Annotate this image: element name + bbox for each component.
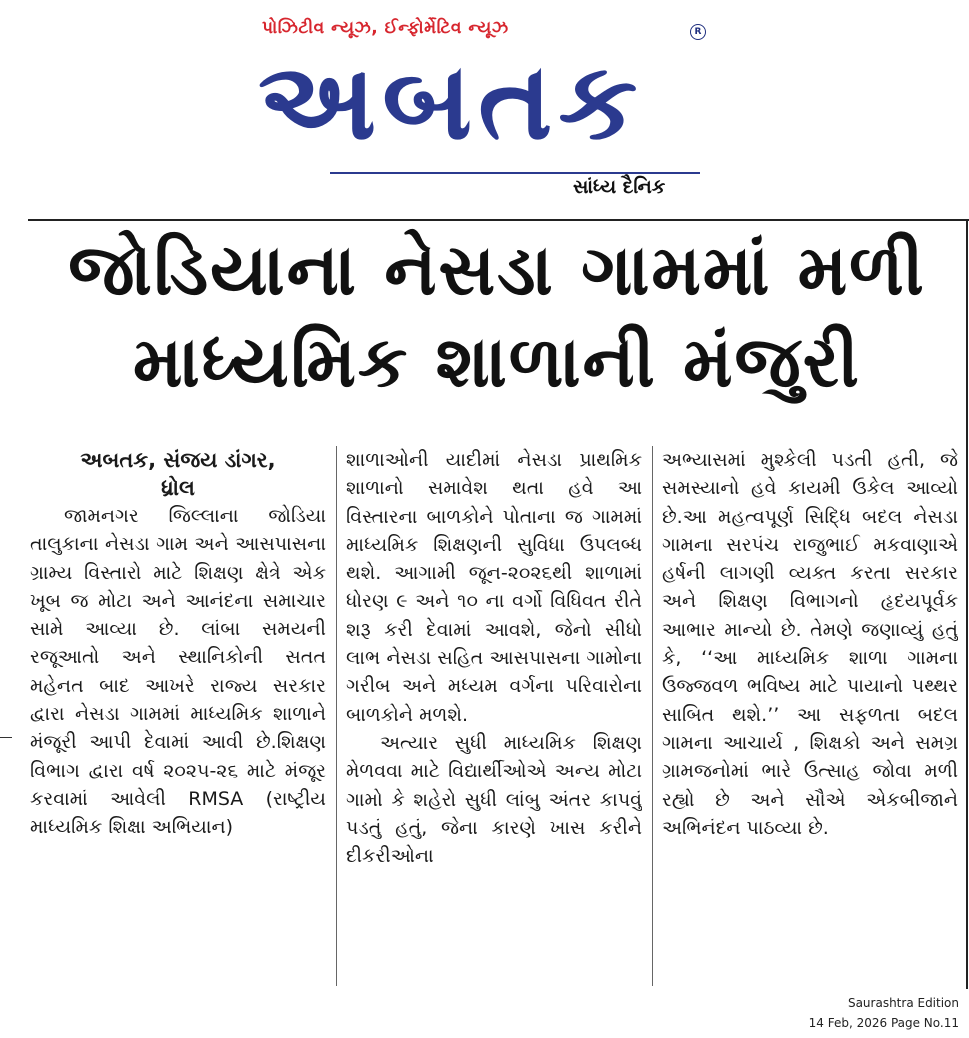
footer-date-page: 14 Feb, 2026 Page No.11 — [808, 1016, 959, 1030]
column-rule-1 — [336, 446, 337, 986]
column-2-paragraph-1: શાળાઓની યાદીમાં નેસડા પ્રાથમિક શાળાનો સમાવેશ થતા હવે આ વિસ્તારના બાળકોને પોતાના જ ગામમાં માધ્યમિક શિક્ષણની સુવિધા ઉપલબ્ધ થશે. આગામી જૂન-૨૦૨૬થી શાળામાં ધોરણ ૯ અને ૧૦ ના વર્ગો વિધિવત રીતે શરૂ કરી દેવામાં આવશે, જેનો સીધો લાભ નેસડા સહિત આસપાસના ગામોના ગરીબ અને મધ્યમ વર્ગના પરિવારોના બાળકોને મળશે. — [346, 449, 642, 726]
article-frame-right — [966, 219, 968, 989]
headline-line-2: માધ્યમિક શાળાની મંજુરી — [133, 321, 861, 403]
column-rule-2 — [652, 446, 653, 986]
page-footer — [809, 993, 959, 1033]
masthead-tagline: પોઝિટીવ ન્યૂઝ, ઈન્ફોર્મેટિવ ન્યૂઝ — [262, 18, 509, 38]
margin-tick-mark — [0, 737, 12, 738]
column-1-paragraph: જામનગર જિલ્લાના જોડિયા તાલુકાના નેસડા ગામ અને આસપાસના ગ્રામ્ય વિસ્તારો માટે શિક્ષણ ક્ષેત્રે એક ખૂબ જ મોટા અને આનંદના સમાચાર સામે આવ્યા છે. લાંબા સમયની રજૂઆતો અને સ્થાનિકોની સતત મહેનત બાદ આખરે રાજ્ય સરકાર દ્વારા નેસડા ગામમાં માધ્યમિક શાળાને મંજૂરી આપી દેવામાં આવી છે.શિક્ષણ વિભાગ દ્વારા વર્ષ ૨૦૨૫-૨૬ માટે મંજૂર કરવામાં આવેલી RMSA (રાષ્ટ્રીય માધ્યમિક શિક્ષા અભિયાન) — [30, 505, 326, 839]
article-frame-top — [28, 219, 969, 221]
article-headline — [28, 224, 966, 408]
footer-edition: Saurashtra Edition — [847, 996, 959, 1010]
column-2-paragraph-2: અત્યાર સુધી માધ્યમિક શિક્ષણ મેળવવા માટે વિદ્યાર્થીઓએ અન્ય મોટા ગામો કે શહેરો સુધી લાંબુ અંતર કાપવું પડતું હતું, જેના કારણે ખાસ કરીને દીકરીઓના — [346, 731, 642, 868]
registered-mark-icon: R — [690, 24, 706, 40]
newspaper-logo: અબતક — [258, 40, 644, 164]
article-column-1 — [30, 446, 326, 989]
byline-reporter: અબતક, સંજય ડાંગર, — [80, 448, 276, 472]
article-column-3 — [662, 446, 958, 989]
byline-location: ધ્રોલ — [161, 476, 195, 500]
headline-line-1: જોડિયાના નેસડા ગામમાં મળી — [68, 229, 926, 311]
article-byline — [30, 446, 326, 502]
column-3-paragraph: અભ્યાસમાં મુશ્કેલી પડતી હતી, જે સમસ્યાનો હવે કાયમી ઉકેલ આવ્યો છે.આ મહત્વપૂર્ણ સિદ્ધિ બદલ નેસડા ગામના સરપંચ રાજુભાઈ મકવાણાએ હર્ષની લાગણી વ્યક્ત કરતા સરકાર અને શિક્ષણ વિભાગનો હૃદયપૂર્વક આભાર માન્યો છે. તેમણે જણાવ્યું હતું કે, ‘‘આ માધ્યમિક શાળા ગામના ઉજ્જવળ ભવિષ્ય માટે પાયાનો પથ્થર સાબિત થશે.’’ આ સફળતા બદલ ગામના આચાર્ય , શિક્ષકો અને સમગ્ર ગ્રામજનોમાં ભારે ઉત્સાહ જોવા મળી રહ્યો છે અને સૌએ એકબીજાને અભિનંદન પાઠવ્યા છે. — [662, 449, 958, 839]
masthead — [0, 0, 969, 215]
masthead-sub-label: સાંધ્ય દૈનિક — [573, 176, 666, 198]
logo-underline — [330, 172, 700, 174]
article-column-2 — [346, 446, 642, 989]
